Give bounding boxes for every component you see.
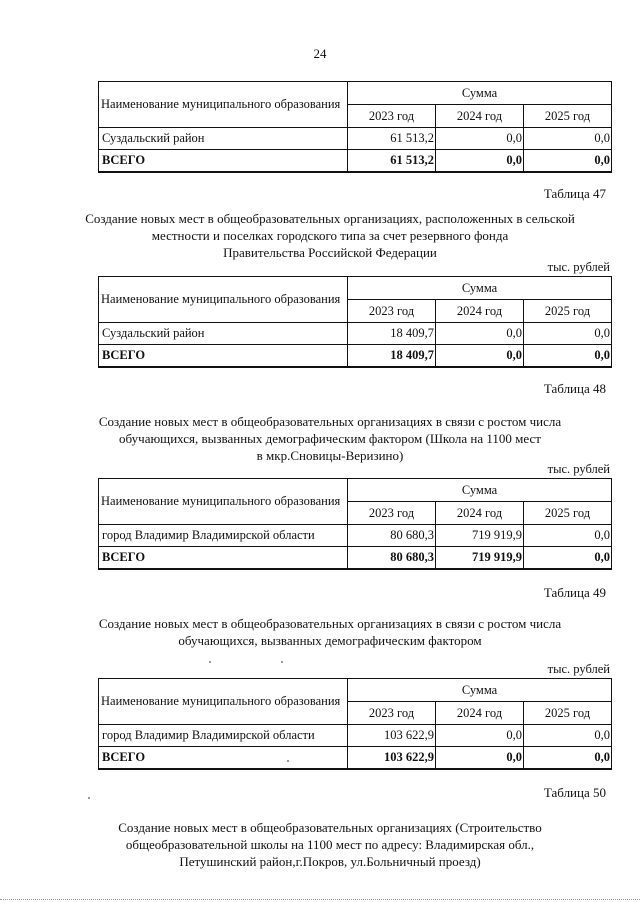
table-48-caption bbox=[80, 413, 580, 464]
table-50-caption bbox=[80, 819, 580, 870]
header-year-2023: 2023 год bbox=[348, 300, 436, 323]
header-name: Наименование муниципального образования bbox=[99, 479, 348, 525]
header-name: Наименование муниципального образования bbox=[99, 679, 348, 725]
table-49-unit: тыс. рублей bbox=[547, 662, 610, 676]
total-value-2024: 0,0 bbox=[436, 150, 524, 173]
total-row bbox=[99, 547, 612, 570]
table-47-caption bbox=[80, 210, 580, 261]
header-year-2025: 2025 год bbox=[524, 300, 612, 323]
data-table-continued bbox=[98, 81, 612, 173]
caption-line: Правительства Российской Федерации bbox=[223, 245, 437, 260]
header-year-2024: 2024 год bbox=[436, 502, 524, 525]
scan-speck bbox=[209, 661, 211, 663]
total-row bbox=[99, 747, 612, 770]
row-value-2025: 0,0 bbox=[524, 725, 612, 747]
caption-line: обучающихся, вызванных демографическим фактором bbox=[178, 633, 482, 648]
caption-line: общеобразовательной школы на 1100 мест по адресу: Владимирская обл., bbox=[125, 837, 535, 852]
page-bottom-edge bbox=[0, 899, 640, 900]
scan-speck bbox=[88, 797, 90, 799]
row-value-2024: 719 919,9 bbox=[436, 525, 524, 547]
row-name: Суздальский район bbox=[99, 128, 348, 150]
total-value-2023: 103 622,9 bbox=[348, 747, 436, 770]
header-sum: Сумма bbox=[348, 479, 612, 502]
caption-line: Создание новых мест в общеобразовательных организациях, расположенных в сельской bbox=[85, 211, 575, 226]
table-row bbox=[99, 323, 612, 345]
table-row bbox=[99, 725, 612, 747]
total-value-2024: 0,0 bbox=[436, 747, 524, 770]
row-value-2024: 0,0 bbox=[436, 323, 524, 345]
table-48-label: Таблица 48 bbox=[543, 381, 606, 396]
table-row bbox=[99, 525, 612, 547]
total-label: ВСЕГО bbox=[99, 345, 348, 368]
table-47-unit: тыс. рублей bbox=[547, 260, 610, 274]
data-table-49 bbox=[98, 678, 612, 770]
header-year-2025: 2025 год bbox=[524, 502, 612, 525]
total-value-2025: 0,0 bbox=[524, 547, 612, 570]
table-50-label: Таблица 50 bbox=[543, 785, 606, 800]
scan-speck bbox=[287, 760, 289, 762]
header-year-2024: 2024 год bbox=[436, 105, 524, 128]
row-value-2023: 18 409,7 bbox=[348, 323, 436, 345]
header-year-2023: 2023 год bbox=[348, 105, 436, 128]
total-value-2025: 0,0 bbox=[524, 747, 612, 770]
total-value-2023: 61 513,2 bbox=[348, 150, 436, 173]
row-value-2025: 0,0 bbox=[524, 323, 612, 345]
total-row bbox=[99, 150, 612, 173]
header-name: Наименование муниципального образования bbox=[99, 82, 348, 128]
caption-line: местности и поселках городского типа за счет резервного фонда bbox=[151, 228, 509, 243]
header-year-2025: 2025 год bbox=[524, 105, 612, 128]
table-47-label: Таблица 47 bbox=[543, 186, 606, 201]
header-year-2024: 2024 год bbox=[436, 300, 524, 323]
total-value-2023: 18 409,7 bbox=[348, 345, 436, 368]
scan-speck bbox=[281, 661, 283, 663]
header-sum: Сумма bbox=[348, 277, 612, 300]
total-value-2024: 719 919,9 bbox=[436, 547, 524, 570]
header-year-2024: 2024 год bbox=[436, 702, 524, 725]
total-label: ВСЕГО bbox=[99, 150, 348, 173]
row-value-2025: 0,0 bbox=[524, 128, 612, 150]
row-value-2023: 103 622,9 bbox=[348, 725, 436, 747]
data-table-48 bbox=[98, 478, 612, 570]
caption-line: Создание новых мест в общеобразовательных организациях в связи с ростом числа bbox=[98, 414, 562, 429]
total-label: ВСЕГО bbox=[99, 747, 348, 770]
table-49-caption bbox=[80, 615, 580, 649]
table-48-unit: тыс. рублей bbox=[547, 462, 610, 476]
row-name: Суздальский район bbox=[99, 323, 348, 345]
row-value-2024: 0,0 bbox=[436, 725, 524, 747]
row-value-2025: 0,0 bbox=[524, 525, 612, 547]
header-year-2023: 2023 год bbox=[348, 702, 436, 725]
total-value-2023: 80 680,3 bbox=[348, 547, 436, 570]
table-49-label: Таблица 49 bbox=[543, 585, 606, 600]
header-year-2023: 2023 год bbox=[348, 502, 436, 525]
total-value-2024: 0,0 bbox=[436, 345, 524, 368]
row-value-2024: 0,0 bbox=[436, 128, 524, 150]
total-value-2025: 0,0 bbox=[524, 150, 612, 173]
header-year-2025: 2025 год bbox=[524, 702, 612, 725]
data-table-47 bbox=[98, 276, 612, 368]
page-number: 24 bbox=[313, 46, 327, 61]
total-row bbox=[99, 345, 612, 368]
header-name: Наименование муниципального образования bbox=[99, 277, 348, 323]
caption-line: Создание новых мест в общеобразовательных организациях в связи с ростом числа bbox=[98, 616, 562, 631]
caption-line: Создание новых мест в общеобразовательных организациях (Строительство bbox=[118, 820, 542, 835]
row-value-2023: 80 680,3 bbox=[348, 525, 436, 547]
total-value-2025: 0,0 bbox=[524, 345, 612, 368]
caption-line: Петушинский район,г.Покров, ул.Больничный проезд) bbox=[179, 854, 481, 869]
caption-line: обучающихся, вызванных демографическим фактором (Школа на 1100 мест bbox=[119, 431, 541, 446]
total-label: ВСЕГО bbox=[99, 547, 348, 570]
header-sum: Сумма bbox=[348, 679, 612, 702]
row-name: город Владимир Владимирской области bbox=[99, 525, 348, 547]
table-row bbox=[99, 128, 612, 150]
header-sum: Сумма bbox=[348, 82, 612, 105]
row-value-2023: 61 513,2 bbox=[348, 128, 436, 150]
caption-line: в мкр.Сновицы-Веризино) bbox=[256, 448, 404, 463]
row-name: город Владимир Владимирской области bbox=[99, 725, 348, 747]
